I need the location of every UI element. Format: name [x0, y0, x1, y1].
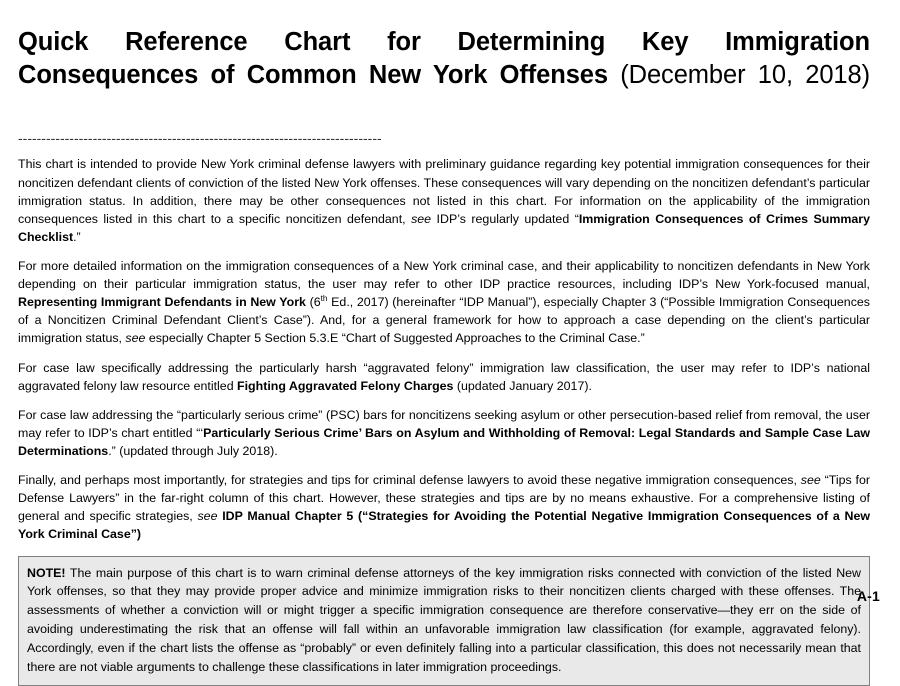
- p2-bold-1: Representing Immigrant Defendants in New York: [18, 295, 306, 310]
- paragraph-strategies: [18, 471, 870, 543]
- dashed-divider: ------------------------------------------------------------------------------: [18, 131, 382, 146]
- note-body: The main purpose of this chart is to warn criminal defense attorneys of the key immigration risks connected with conviction of the listed New York offenses, so that they may provide proper advice and minimize immigration risks to their noncitizen clients charged with these offenses. The assessments of whether a conviction will or might trigger a specific immigration consequence are therefore conservative—they err on the side of avoiding underestimating the risk that an offense will fall within an unfavorable immigration law classification (for example, aggravated felony). Accordingly, even if the chart lists the offense as “probably” or even definitely falling into a particular classification, this does not necessarily mean that there are not viable arguments to challenge these classifications in later immigration proceedings.: [27, 565, 861, 674]
- p2-text-1: For more detailed information on the immigration consequences of a New York criminal case, and their applicability to noncitizen defendants in New York depending on their particular immigration status, the user may refer to other IDP practice resources, including IDP’s New York-focused manual,: [18, 258, 870, 292]
- intro-body: [18, 155, 870, 543]
- p1-text-3: .”: [73, 229, 81, 244]
- p4-bold-1: Particularly Serious Crime’ Bars on Asylum and Withholding of Removal: Legal Standards and Sample Case Law Determinations: [18, 425, 870, 458]
- p2-text-2: (6: [305, 295, 321, 310]
- note-callout-box: [18, 556, 870, 686]
- p5-bold-1: IDP Manual Chapter 5 (“Strategies for Avoiding the Potential Negative Immigration Consequences of a New York Criminal Case”): [18, 509, 870, 542]
- paragraph-more-detail: [18, 257, 870, 348]
- p5-text-2: “Tips for Defense Lawyers” in the far-right column of this chart. However, these strategies and tips are by no means exhaustive. For a comprehensive listing of general and specific strategies,: [18, 473, 870, 524]
- p5-text-1: Finally, and perhaps most importantly, for strategies and tips for criminal defense lawyers to avoid these negative immigration consequences,: [18, 473, 801, 488]
- document-content: [18, 26, 870, 686]
- paragraph-psc-bars: [18, 406, 870, 460]
- p1-text-2: IDP’s regularly updated “: [431, 211, 579, 226]
- p1-see-1: see: [411, 211, 432, 226]
- paragraph-intro: [18, 155, 870, 246]
- p2-see-1: see: [125, 331, 146, 346]
- page-title: [18, 26, 870, 125]
- p2-superscript-th: th: [320, 294, 328, 304]
- p1-text-1: This chart is intended to provide New York criminal defense lawyers with preliminary guidance regarding key potential immigration consequences for their noncitizen defendant clients of conviction of the listed New York offenses. These consequences will vary depending on the noncitizen defendant’s particular immigration status. In addition, there may be other consequences not listed in this chart. For information on the applicability of the immigration consequences listed in this chart to a specific noncitizen defendant,: [18, 157, 870, 226]
- p3-text-1: For case law specifically addressing the particularly harsh “aggravated felony” immigration law classification, the user may refer to IDP’s national aggravated felony law resource entitled: [18, 360, 870, 393]
- p3-text-2: (updated January 2017).: [453, 378, 592, 393]
- page-number: A-1: [856, 588, 880, 604]
- page-title-main: Quick Reference Chart for Determining Key Immigration Consequences of Common New York Offenses: [18, 28, 870, 90]
- p5-see-2: see: [197, 509, 218, 524]
- p3-bold-1: Fighting Aggravated Felony Charges: [237, 378, 454, 393]
- p2-text-4: especially Chapter 5 Section 5.3.E “Chart of Suggested Approaches to the Criminal Case.”: [145, 331, 645, 346]
- note-label: NOTE!: [27, 565, 66, 580]
- p4-text-2: .” (updated through July 2018).: [108, 443, 278, 458]
- page-title-date: (December 10, 2018): [620, 61, 870, 90]
- p4-text-1: For case law addressing the “particularly serious crime” (PSC) bars for noncitizens seeking asylum or other persecution-based relief from removal, the user may refer to IDP’s chart entitled “‘: [18, 407, 870, 440]
- p2-text-3: Ed., 2017) (hereinafter “IDP Manual”), especially Chapter 3 (“Possible Immigration Consequences of a Noncitizen Criminal Defendant Client’s Case”). And, for a general framework for how to approach a case depending on the client’s particular immigration status,: [18, 295, 870, 346]
- note-text: [27, 564, 861, 677]
- p1-bold-1: Immigration Consequences of Crimes Summary Checklist: [18, 211, 870, 244]
- p5-see-1: see: [800, 473, 821, 488]
- paragraph-aggravated-felony: [18, 359, 870, 395]
